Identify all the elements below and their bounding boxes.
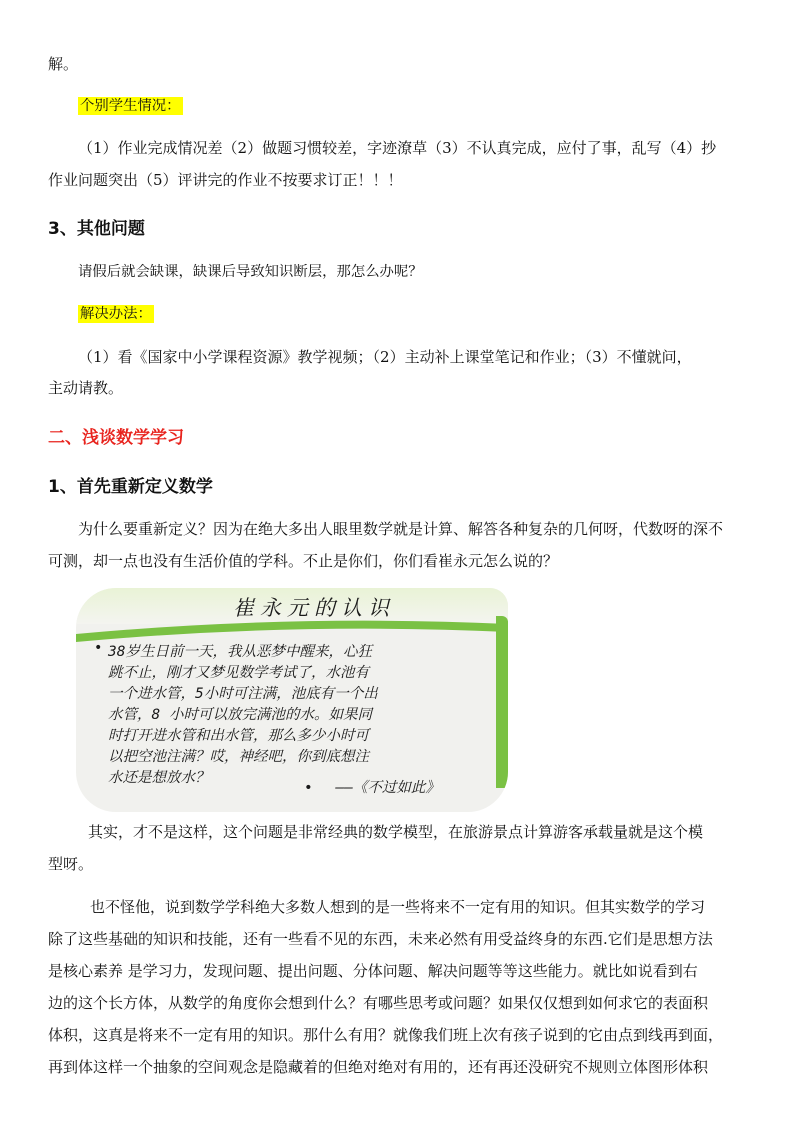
quote-line: 一个进水管，5小时可注满，池底有一个出 <box>108 686 378 702</box>
quote-line: 水还是想放水？ <box>108 770 210 786</box>
quote-line: 水管，8 小时可以放完满池的水。如果同 <box>108 707 372 723</box>
quote-line: 跳不止，刚才又梦见数学考试了，水池有 <box>108 665 369 681</box>
paragraph-line: 是核心素养 是学习力，发现问题、提出问题、分体问题、解决问题等等这些能力。就比如说看到右 <box>48 962 698 980</box>
label-student-situation <box>78 96 778 116</box>
text-line: 其实，才不是这样，这个问题是非常经典的数学模型，在旅游景点计算游客承载量就是这个模 <box>88 823 704 841</box>
paragraph-line: 体积，这真是将来不一定有用的知识。那什么有用？就像我们班上次有孩子说到的它由点到线再到面， <box>48 1026 724 1044</box>
quote-line: 38岁生日前一天，我从恶梦中醒来，心狂 <box>108 644 372 660</box>
text-line: 请假后就会缺课，缺课后导致知识断层，那怎么办呢？ <box>78 264 423 280</box>
text-line: 为什么要重新定义？因为在绝大多出人眼里数学就是计算、解答各种复杂的几何呀，代数呀的深不 <box>78 520 724 538</box>
section-heading: 1、首先重新定义数学 <box>48 477 213 497</box>
text-line: 解。 <box>48 55 79 73</box>
source-text: ——《不过如此》 <box>335 780 440 796</box>
text-line: 作业问题突出（5）评讲完的作业不按要求订正！！！ <box>48 171 403 189</box>
text-line: 型呀。 <box>48 855 94 873</box>
paragraph-line: 除了这些基础的知识和技能，还有一些看不见的东西，未来必然有用受益终身的东西.它们是思想方法 <box>48 930 713 948</box>
quote-image <box>76 588 508 812</box>
highlighted-label: 解决办法： <box>80 306 152 322</box>
chapter-heading: 二、浅谈数学学习 <box>48 428 184 448</box>
label-solution <box>78 304 778 324</box>
highlighted-label: 个别学生情况： <box>80 98 181 114</box>
text-line: 可测，却一点也没有生活价值的学科。不止是你们，你们看崔永元怎么说的？ <box>48 552 559 570</box>
bullet-icon: • <box>304 780 313 796</box>
text-line: （1）作业完成情况差（2）做题习惯较差，字迹潦草（3）不认真完成，应付了事，乱写（4）抄 <box>78 139 717 157</box>
quote-line: 时打开进水管和出水管，那么多少小时可 <box>108 728 369 744</box>
quote-line: 以把空池注满？哎，神经吧，你到底想注 <box>108 749 369 765</box>
card-title: 崔永元的认识 <box>233 596 395 620</box>
card-green-bar <box>496 616 508 788</box>
text-line: 主动请教。 <box>48 379 124 397</box>
quote-source <box>304 776 440 797</box>
bullet-icon: • <box>94 640 103 656</box>
section-heading: 3、其他问题 <box>48 219 145 239</box>
paragraph-line: 边的这个长方体，从数学的角度你会想到什么？有哪些思考或问题？如果仅仅想到如何求它的表面积 <box>48 994 709 1012</box>
paragraph-line: 再到体这样一个抽象的空间观念是隐藏着的但绝对绝对有用的，还有再还没研究不规则立体图形体积 <box>48 1058 709 1076</box>
paragraph-line: 也不怪他，说到数学学科绝大多数人想到的是一些将来不一定有用的知识。但其实数学的学习 <box>90 898 706 916</box>
text-line: （1）看《国家中小学课程资源》教学视频；（2）主动补上课堂笔记和作业；（3）不懂就问， <box>78 348 692 366</box>
